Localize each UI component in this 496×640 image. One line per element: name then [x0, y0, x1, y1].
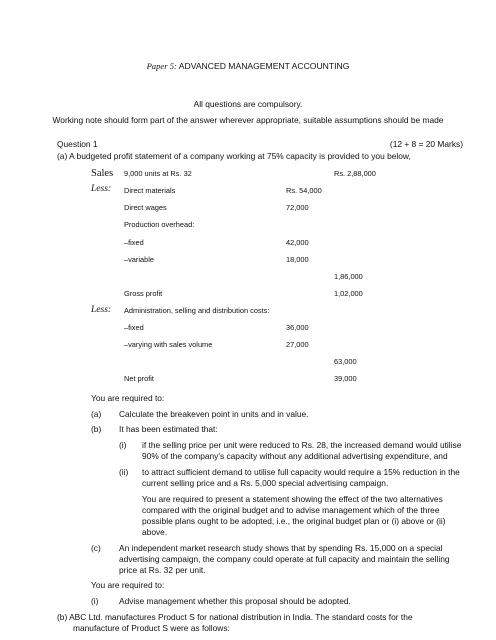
req-c-label: (c) [91, 543, 101, 553]
req-a-label: (a) [91, 409, 102, 419]
alternatives-para-line3: possible plans ought to be adopted, i.e., the original budget plan or (i) above or (ii) [142, 516, 446, 526]
req-c-i-text: Advise management whether this proposal should be adopted. [119, 596, 351, 606]
direct-materials-label: Direct materials [124, 186, 176, 195]
direct-materials-amount: Rs. 54,000 [286, 186, 322, 195]
required-intro-2: You are required to: [91, 580, 165, 590]
instruction-working-note: Working note should form part of the answer wherever appropriate, suitable assumptions should be made [52, 115, 444, 125]
alternatives-para-line2: compared with the original budget and to advise management which of the three [142, 505, 440, 515]
required-intro: You are required to: [91, 393, 165, 403]
variable-overhead-label: –variable [124, 255, 154, 264]
total-cost-amount: 1,86,000 [334, 272, 363, 281]
part-a-intro: (a) A budgeted profit statement of a company working at 75% capacity is provided to you below, [57, 151, 411, 161]
paper-prefix: Paper 5: [146, 61, 177, 71]
req-b-label: (b) [91, 424, 102, 434]
part-b-line2: manufacture of Product S were as follows: [73, 623, 230, 633]
less-label-2: Less: [91, 305, 112, 315]
gross-profit-label: Gross profit [124, 289, 163, 298]
req-b-ii-label: (ii) [119, 467, 129, 477]
question-label: Question 1 [57, 139, 98, 149]
direct-wages-amount: 72,000 [286, 203, 309, 212]
varying-admin-label: –varying with sales volume [124, 340, 213, 349]
req-b-i-line1: if the selling price per unit were reduced to Rs. 28, the increased demand would utilise [142, 440, 462, 450]
less-label-1: Less: [91, 184, 112, 194]
req-c-line1: An independent market research study shows that by spending Rs. 15,000 on a special [119, 543, 443, 553]
alternatives-para-line4: above. [142, 527, 168, 537]
req-b-i-label: (i) [119, 440, 127, 450]
question-marks: (12 + 8 = 20 Marks) [389, 139, 463, 149]
req-b-i-line2: 90% of the company's capacity without any additional advertising expenditure, and [142, 451, 448, 461]
direct-wages-label: Direct wages [124, 203, 167, 212]
req-a-text: Calculate the breakeven point in units and in value. [119, 409, 309, 419]
admin-costs-label: Administration, selling and distribution costs: [124, 306, 270, 315]
part-b-line1: (b) ABC Ltd. manufactures Product S for national distribution in India. The standard costs for the [57, 612, 413, 622]
paper-title [0, 61, 496, 72]
production-overhead-label: Production overhead: [124, 220, 195, 229]
req-c-line2: advertising campaign, the company could operate at full capacity and maintain the selling [119, 554, 450, 564]
sales-amount: Rs. 2,88,000 [334, 169, 376, 178]
sales-label: Sales [91, 168, 114, 179]
req-b-ii-line2: current selling price and a Rs. 5,000 special advertising campaign. [142, 478, 389, 488]
alternatives-para-line1: You are required to present a statement showing the effect of the two alternatives [142, 494, 443, 504]
gross-profit-amount: 1,02,000 [334, 289, 363, 298]
fixed-admin-label: –fixed [124, 323, 144, 332]
paper-title-text: ADVANCED MANAGEMENT ACCOUNTING [178, 61, 350, 71]
req-b-text: It has been estimated that: [119, 424, 218, 434]
req-c-i-label: (i) [91, 596, 99, 606]
varying-admin-amount: 27,000 [286, 340, 309, 349]
fixed-admin-amount: 36,000 [286, 323, 309, 332]
instruction-compulsory: All questions are compulsory. [193, 99, 303, 109]
fixed-overhead-amount: 42,000 [286, 238, 309, 247]
admin-total-amount: 63,000 [334, 357, 357, 366]
req-c-line3: price at Rs. 32 per unit. [119, 565, 206, 575]
net-profit-label: Net profit [124, 374, 154, 383]
sales-desc: 9,000 units at Rs. 32 [124, 169, 192, 178]
variable-overhead-amount: 18,000 [286, 255, 309, 264]
net-profit-amount: 39,000 [334, 374, 357, 383]
fixed-overhead-label: –fixed [124, 238, 144, 247]
req-b-ii-line1: to attract sufficient demand to utilise full capacity would require a 15% reduction in the [142, 467, 460, 477]
